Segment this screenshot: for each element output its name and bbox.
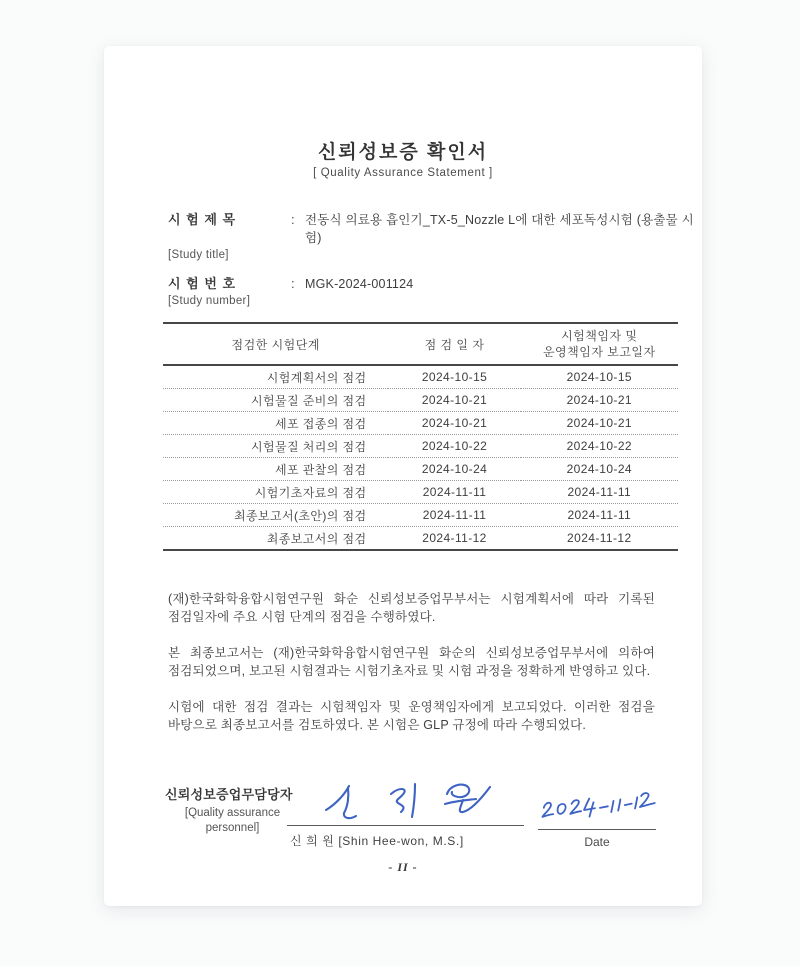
- date-line: [538, 829, 656, 830]
- page-number: - II -: [388, 860, 418, 874]
- table-row: [163, 481, 678, 504]
- table-row: [163, 458, 678, 481]
- table-row: [163, 412, 678, 435]
- stage-cell: 최종보고서의 점검: [163, 527, 388, 551]
- stage-cell: 최종보고서(초안)의 점검: [163, 504, 388, 527]
- header-inspection-date: 점 검 일 자: [388, 323, 520, 365]
- header-stage: 점검한 시험단계: [163, 323, 388, 365]
- table-row: [163, 504, 678, 527]
- study-title-colon: :: [291, 212, 295, 227]
- signatory-name: 신 희 원 [Shin Hee-won, M.S.]: [290, 834, 464, 848]
- stage-cell: 시험물질 처리의 점검: [163, 435, 388, 458]
- stage-cell: 시험계획서의 점검: [163, 365, 388, 389]
- report-date-cell: 2024-11-11: [521, 481, 678, 504]
- statement-paragraphs: [168, 591, 655, 734]
- report-date-cell: 2024-10-21: [521, 412, 678, 435]
- study-info-fields: [168, 209, 702, 307]
- qa-personnel-role-label: 신뢰성보증업무담당자: [165, 787, 293, 802]
- table-row: [163, 435, 678, 458]
- report-date-cell: 2024-10-24: [521, 458, 678, 481]
- inspection-date-cell: 2024-11-11: [388, 504, 520, 527]
- study-number-label: 시 험 번 호: [168, 276, 237, 291]
- date-handwriting: [538, 792, 658, 826]
- table-row: [163, 365, 678, 389]
- signature-handwriting: [315, 780, 515, 826]
- signature-section: [104, 784, 702, 854]
- study-number-sublabel: [Study number]: [168, 295, 251, 307]
- report-date-cell: 2024-11-11: [521, 504, 678, 527]
- inspection-date-cell: 2024-10-21: [388, 412, 520, 435]
- inspection-table: [163, 322, 678, 551]
- document-subtitle: [ Quality Assurance Statement ]: [313, 167, 493, 179]
- scanned-document-page: [104, 46, 702, 906]
- inspection-date-cell: 2024-10-15: [388, 365, 520, 389]
- table-row: [163, 527, 678, 551]
- statement-paragraph-1: (재)한국화학융합시험연구원 화순 신뢰성보증업무부서는 시험계획서에 따라 기록된 점검일자에 주요 시험 단계의 점검을 수행하였다.: [168, 592, 655, 624]
- header-report-date-line1: 시험책임자 및: [561, 329, 638, 343]
- study-title-label: 시 험 제 목: [168, 212, 237, 227]
- statement-paragraph-3: 시험에 대한 점검 결과는 시험책임자 및 운영책임자에게 보고되었다. 이러한 점검을 바탕으로 최종보고서를 검토하였다. 본 시험은 GLP 규정에 따라 수행되었다.: [168, 700, 655, 732]
- inspection-date-cell: 2024-10-22: [388, 435, 520, 458]
- stage-cell: 세포 접종의 점검: [163, 412, 388, 435]
- stage-cell: 시험기초자료의 점검: [163, 481, 388, 504]
- report-date-cell: 2024-10-21: [521, 389, 678, 412]
- table-header-row: [163, 323, 678, 365]
- signature-line: [287, 825, 524, 826]
- report-date-cell: 2024-11-12: [521, 527, 678, 551]
- date-label: Date: [584, 835, 610, 849]
- inspection-date-cell: 2024-10-21: [388, 389, 520, 412]
- table-row: [163, 389, 678, 412]
- inspection-date-cell: 2024-11-12: [388, 527, 520, 551]
- study-title-field: [168, 209, 702, 261]
- stage-cell: 시험물질 준비의 점검: [163, 389, 388, 412]
- header-report-date-line2: 운영책임자 보고일자: [542, 345, 656, 359]
- study-title-sublabel: [Study title]: [168, 249, 229, 261]
- qa-personnel-role-sub1: [Quality assurance: [184, 807, 281, 819]
- statement-paragraph-2: 본 최종보고서는 (재)한국화학융합시험연구원 화순의 신뢰성보증업무부서에 의하여 점검되었으며, 보고된 시험결과는 시험기초자료 및 시험 과정을 정확하게 반영하고 있다.: [168, 646, 655, 678]
- inspection-date-cell: 2024-11-11: [388, 481, 520, 504]
- report-date-cell: 2024-10-15: [521, 365, 678, 389]
- study-number-value: MGK-2024-001124: [305, 277, 414, 291]
- header-report-date: [521, 323, 678, 365]
- stage-cell: 세포 관찰의 점검: [163, 458, 388, 481]
- study-number-field: [168, 273, 702, 307]
- report-date-cell: 2024-10-22: [521, 435, 678, 458]
- inspection-date-cell: 2024-10-24: [388, 458, 520, 481]
- qa-personnel-role-sub2: personnel]: [205, 822, 260, 834]
- qa-personnel-role: [165, 784, 300, 836]
- study-title-value: 전동식 의료용 흡인기_TX-5_Nozzle L에 대한 세포독성시험 (용출물 시험): [305, 213, 694, 245]
- study-number-colon: :: [291, 276, 295, 291]
- document-title: 신뢰성보증 확인서: [317, 142, 489, 163]
